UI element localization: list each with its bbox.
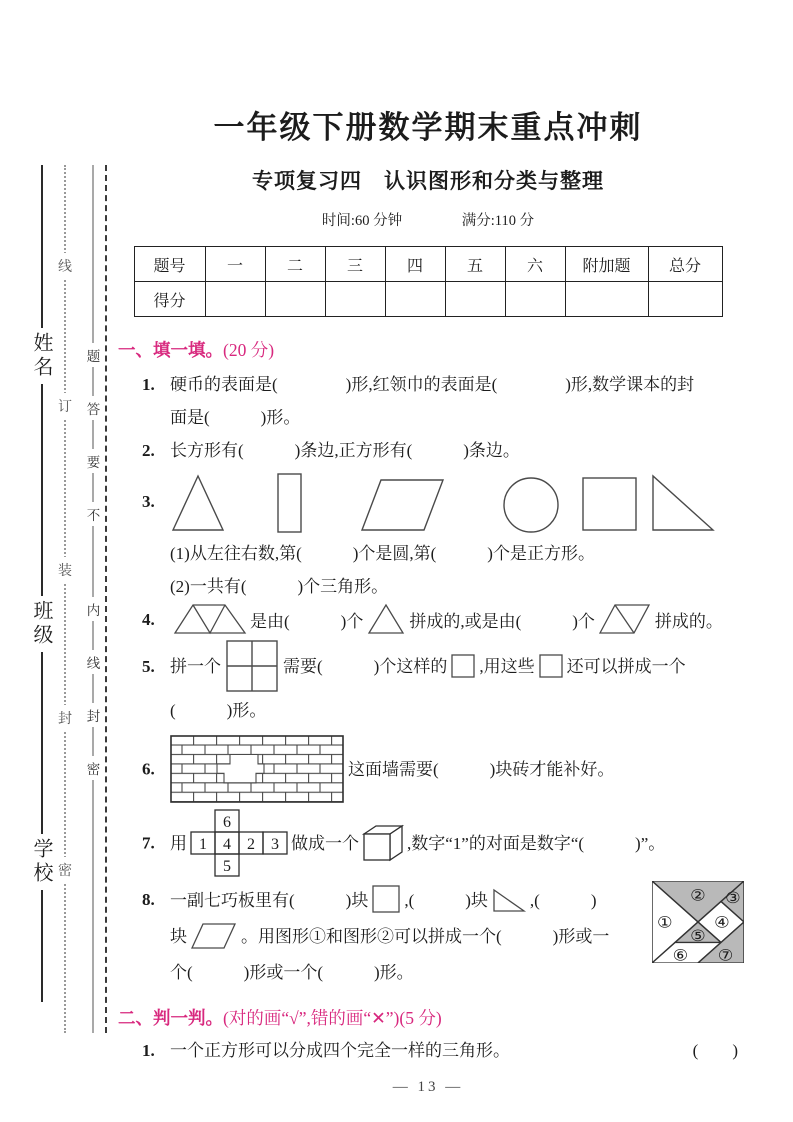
seal-char: 内: [86, 597, 101, 621]
small-square-icon: [450, 653, 476, 679]
binding-dotted-line: [58, 165, 72, 1033]
question-5-part-2: 需要( )个这样的: [283, 656, 448, 676]
section-1-heading: [118, 337, 738, 362]
class-field-label: 班级: [30, 600, 52, 648]
seal-char: 密: [86, 756, 101, 780]
question-7-part-1: 用: [170, 833, 187, 853]
margin-dashed-line: [105, 165, 107, 1033]
net-number: 3: [271, 836, 279, 853]
parallelogram-with-diagonal-icon: [598, 603, 652, 635]
question-6: [118, 735, 738, 803]
question-7-part-2: 做成一个: [291, 833, 359, 853]
parallelogram-icon: [190, 922, 238, 950]
question-5: [118, 638, 738, 727]
net-number: 2: [247, 836, 255, 853]
square-icon: [371, 884, 401, 914]
small-square-icon: [538, 653, 564, 679]
question-5-number: 5.: [142, 657, 155, 676]
student-info-column: [27, 165, 56, 1002]
section-2-heading: [118, 1005, 738, 1030]
shapes-row-image: [170, 471, 715, 535]
section-1-title: 一、填一填。: [118, 340, 223, 360]
tangram-label: ④: [714, 913, 730, 932]
school-field-label: 学校: [30, 838, 52, 886]
judge-question-1-text: 一个正方形可以分成四个完全一样的三角形。: [170, 1041, 510, 1060]
score-header-cell: 总分: [648, 247, 722, 282]
score-table: [134, 246, 723, 317]
score-cell: [565, 282, 648, 317]
time-limit: 时间:60 分钟: [321, 213, 403, 229]
question-3: [118, 471, 738, 603]
net-number: 5: [223, 858, 231, 875]
circle-icon: [504, 478, 558, 532]
unit-triangle-icon: [366, 603, 406, 635]
score-cell: [648, 282, 722, 317]
score-header-cell: 五: [445, 247, 505, 282]
question-8-part-2: ,( )块: [404, 891, 488, 910]
binding-char: 装: [57, 557, 73, 583]
tangram-label: ⑥: [672, 946, 689, 963]
judge-question-1-answer-blank: ( ): [692, 1041, 738, 1060]
net-number: 1: [199, 836, 207, 853]
score-header-cell: 三: [325, 247, 385, 282]
tangram-image: [652, 881, 744, 963]
page-title: 一年级下册数学期末重点冲刺: [213, 110, 643, 145]
right-triangle-icon: [653, 476, 713, 530]
score-header-cell: 附加题: [565, 247, 648, 282]
score-cell: [505, 282, 565, 317]
triangle-icon: [173, 476, 223, 530]
question-7: [118, 809, 738, 877]
cube-icon: [361, 823, 405, 863]
seal-char: 要: [86, 449, 101, 473]
question-4-part-1: 是由( )个: [250, 612, 364, 631]
question-4: [118, 603, 738, 638]
question-1: [118, 368, 738, 434]
page-subtitle: 专项复习四 认识图形和分类与整理: [252, 169, 604, 193]
score-table-header-row: [134, 247, 722, 282]
section-1-score: (20 分): [223, 340, 275, 360]
question-8-line-3: 个( )形或一个( )形。: [170, 963, 414, 982]
question-8: [118, 883, 741, 991]
score-table-score-row: [134, 282, 722, 317]
question-2: [118, 434, 738, 467]
score-cell: [265, 282, 325, 317]
tangram-label: ⑦: [717, 946, 734, 963]
binding-char: 订: [57, 393, 73, 419]
score-cell: [205, 282, 265, 317]
name-fill-line: [41, 384, 43, 596]
question-4-part-2: 拼成的,或是由( )个: [409, 612, 595, 631]
class-fill-line: [41, 652, 43, 834]
question-4-number: 4.: [142, 610, 155, 629]
trapezoid-of-triangles-icon: [173, 603, 247, 635]
tangram-label: ⑤: [690, 926, 706, 945]
question-2-text: 长方形有( )条边,正方形有( )条边。: [170, 441, 520, 460]
binding-char: 密: [57, 857, 73, 883]
question-8-line2-a: 块: [170, 927, 187, 946]
score-header-cell: 一: [205, 247, 265, 282]
school-fill-line: [41, 890, 43, 1002]
brick-wall-image: [170, 735, 344, 803]
question-1-line-1: 硬币的表面是( )形,红领巾的表面是( )形,数学课本的封: [170, 375, 695, 394]
cube-net-image: [190, 809, 288, 877]
question-5-part-4: 还可以拼成一个: [566, 656, 686, 676]
question-1-line-2: 面是( )形。: [170, 408, 301, 427]
tangram-label: ③: [725, 889, 741, 907]
parallelogram-icon: [362, 480, 443, 530]
tall-rectangle-icon: [278, 474, 301, 532]
seal-char: 封: [86, 703, 101, 727]
right-triangle-icon: [491, 887, 527, 914]
seal-char: 答: [86, 396, 101, 420]
score-header-cell: 四: [385, 247, 445, 282]
section-2-rule: (对的画“√”,错的画“✕”)(5 分): [223, 1008, 442, 1028]
question-6-number: 6.: [142, 759, 155, 779]
score-header-cell: 六: [505, 247, 565, 282]
square-icon: [583, 478, 636, 530]
time-score-row: [118, 209, 738, 230]
score-header-cell: 题号: [134, 247, 205, 282]
question-3-sub-1: (1)从左往右数,第( )个是圆,第( )个是正方形。: [170, 544, 595, 563]
score-cell: [385, 282, 445, 317]
binding-char: 封: [57, 705, 73, 731]
two-by-two-grid-square-icon: [225, 639, 279, 693]
seal-line: [86, 165, 101, 1033]
net-number: 4: [223, 836, 231, 853]
question-7-number: 7.: [142, 833, 155, 853]
section-2-title: 二、判一判。: [118, 1008, 223, 1028]
score-header-cell: 二: [265, 247, 325, 282]
page-number: — 13 —: [392, 1079, 464, 1095]
name-rule-line: [41, 165, 43, 328]
judge-question-1: [118, 1034, 738, 1067]
question-5-part-3: ,用这些: [479, 656, 535, 676]
question-8-part-1: 一副七巧板里有( )块: [170, 891, 369, 910]
tangram-label: ①: [657, 913, 673, 932]
score-row-label: 得分: [134, 282, 205, 317]
question-3-sub-2: (2)一共有( )个三角形。: [170, 577, 389, 596]
question-2-number: 2.: [142, 441, 155, 460]
question-7-part-3: ,数字“1”的对面是数字“( )”。: [407, 833, 666, 853]
question-3-number: 3.: [142, 492, 155, 511]
exam-page: [118, 92, 741, 1096]
net-number: 6: [223, 814, 231, 831]
binding-char: 线: [57, 253, 73, 279]
tangram-label: ②: [690, 886, 706, 905]
question-6-text: 这面墙需要( )块砖才能补好。: [348, 759, 615, 779]
name-field-label: 姓名: [30, 332, 52, 380]
question-5-line-2: ( )形。: [170, 701, 267, 720]
full-score: 满分:110 分: [461, 213, 535, 229]
question-5-part-1: 拼一个: [170, 656, 221, 676]
question-8-number: 8.: [142, 890, 155, 909]
score-cell: [445, 282, 505, 317]
score-cell: [325, 282, 385, 317]
question-4-part-3: 拼成的。: [654, 612, 723, 631]
seal-char: 不: [86, 502, 101, 526]
question-8-part-3: ,( ): [529, 891, 597, 910]
question-1-number: 1.: [142, 375, 155, 394]
seal-char: 题: [86, 343, 101, 367]
question-8-line2-b: 。用图形①和图形②可以拼成一个( )形或一: [241, 927, 610, 946]
seal-char: 线: [86, 650, 101, 674]
judge-question-1-number: 1.: [142, 1041, 155, 1060]
